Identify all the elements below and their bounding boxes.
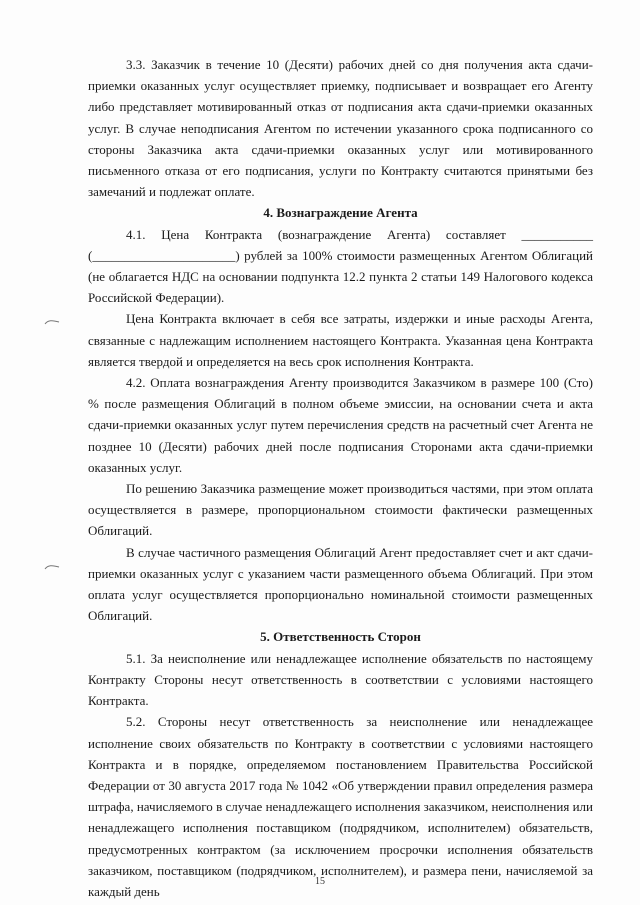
section-5-heading: 5. Ответственность Сторон bbox=[260, 629, 421, 645]
clause-4-2: 4.2. Оплата вознаграждения Агенту производится Заказчиком в размере 100 (Сто) % после размещения Облигаций в полном объеме эмиссии, на основании счета и акта сдачи-приемки оказанных услуг путем перечисления средств на расчетный счет Агента не позднее 10 (Десяти) рабочих дней после подписания Сторонами акта сдачи-приемки оказанных услуг. bbox=[88, 375, 593, 475]
clause-4-2-partial-payment: По решению Заказчика размещение может производиться частями, при этом оплата осуществляется в размере, пропорциональном стоимости фактически размещенных Облигаций. bbox=[88, 481, 593, 539]
margin-scribble-mark bbox=[44, 563, 60, 571]
clause-4-1-price-includes: Цена Контракта включает в себя все затраты, издержки и иные расходы Агента, связанные с надлежащим исполнением настоящего Контракта. Указанная цена Контракта является твердой и определяется на весь срок исполнения Контракта. bbox=[88, 311, 593, 369]
clause-4-1: 4.1. Цена Контракта (вознаграждение Агента) составляет ___________ (______________________) рублей за 100% стоимости размещенных Агентом Облигаций (не облагается НДС на основании подпункта 12.2 пункта 2 статьи 149 Налогового кодекса Российской Федерации). bbox=[88, 226, 593, 306]
clause-4-2-partial-placement: В случае частичного размещения Облигаций Агент предоставляет счет и акт сдачи-приемки оказанных услуг с указанием части размещенного объема Облигаций. При этом оплата услуг осуществляется пропорционально номинальной стоимости размещенных Облигаций. bbox=[88, 544, 593, 624]
page-number: 15 bbox=[315, 876, 325, 887]
clause-5-1: 5.1. За неисполнение или ненадлежащее исполнение обязательств по настоящему Контракту Стороны несут ответственность в соответствии с условиями настоящего Контракта. bbox=[88, 650, 593, 709]
clause-3-3: 3.3. Заказчик в течение 10 (Десяти) рабочих дней со дня получения акта сдачи-приемки оказанных услуг осуществляет приемку, подписывает и возвращает его Агенту либо представляет мотивированный отказ от подписания акта сдачи-приемки оказанных услуг. В случае неподписания Агентом по истечении указанного срока подписанного со стороны Заказчика акта сдачи-приемки оказанных услуг или мотивированного письменного отказа от его подписания, услуги по Контракту считаются принятыми без замечаний и подлежат оплате. bbox=[88, 57, 593, 200]
margin-scribble-mark bbox=[44, 318, 60, 326]
clause-5-2: 5.2. Стороны несут ответственность за неисполнение или ненадлежащее исполнение своих обязательств по Контракту в соответствии с условиями настоящего Контракта и в порядке, определяемом постановлением Правительства Российской Федерации от 30 августа 2017 года № 1042 «Об утверждении правил определения размера штрафа, начисляемого в случае ненадлежащего исполнения заказчиком, неисполнения или ненадлежащего исполнения поставщиком (подрядчиком, исполнителем) обязательств, предусмотренных контрактом (за исключением просрочки исполнения обязательств заказчиком, поставщиком (подрядчиком, исполнителем), и размера пени, начисляемой за каждый день bbox=[88, 714, 593, 899]
document-body bbox=[88, 54, 593, 902]
section-4-heading: 4. Вознаграждение Агента bbox=[263, 205, 418, 221]
